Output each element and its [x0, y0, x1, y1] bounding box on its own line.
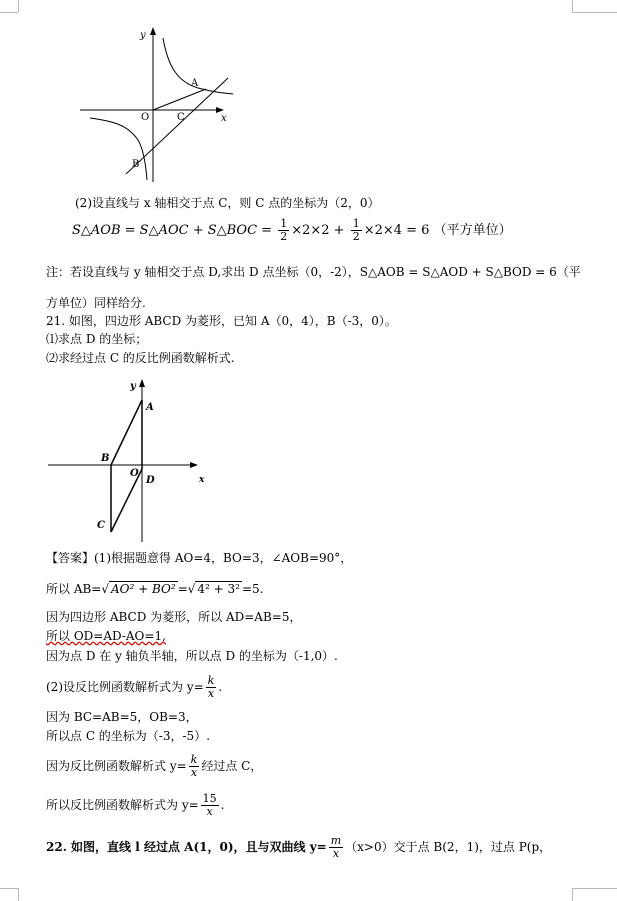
fig2-y-arrow	[139, 379, 145, 387]
answer-line-10-prefix: 所以反比例函数解析式为 y=	[46, 798, 199, 812]
answer-root-1: AO² + BO²	[111, 582, 176, 596]
p20-formula-left: S△AOB = S△AOC + S△BOC =	[72, 223, 273, 238]
crop-mark-top-left-v	[18, 0, 19, 12]
p20-formula-right: ×2×4 = 6 （平方单位）	[363, 223, 512, 238]
crop-mark-bottom-right-h	[572, 888, 617, 889]
sqrt-sign-2: √	[187, 582, 196, 596]
fig1-label-a: A	[191, 78, 199, 89]
answer-line-8: 所以点 C 的坐标为（-3，-5）.	[46, 729, 211, 743]
answer-frac-k-x-2	[189, 754, 200, 779]
answer-line-6-prefix: (2)设反比例函数解析式为 y=	[46, 680, 204, 694]
p20-note-line1: 注：若设直线与 y 轴相交于点 D,求出 D 点坐标（0，-2），S△AOB = S△AOD + S△BOD = 6（平	[46, 265, 581, 279]
p20-frac-1	[278, 218, 289, 243]
p20-frac-2-num: 1	[352, 217, 360, 230]
answer-line-4: 所以 OD=AD-AO=1,	[46, 629, 166, 643]
answer-frac-k-x-den: x	[207, 687, 215, 700]
fig1-y-arrow	[150, 27, 156, 35]
answer-line-5: 因为点 D 在 y 轴负半轴，所以点 D 的坐标为（-1,0）.	[46, 649, 338, 663]
fig2-label-x: x	[199, 475, 205, 485]
crop-mark-top-right-h	[572, 12, 617, 13]
crop-mark-top-left-h	[0, 12, 18, 13]
answer-line-2	[46, 578, 264, 600]
crop-mark-bottom-right-v	[572, 888, 573, 901]
fig2-label-b: B	[101, 453, 110, 464]
answer-frac-15-x-num: 15	[202, 792, 217, 805]
fig1-line-ab	[126, 78, 228, 174]
p20-frac-1-num: 1	[280, 217, 288, 230]
q22-frac-m-x-num: m	[330, 834, 342, 847]
crop-mark-bottom-left-h	[0, 888, 18, 889]
answer-line-2-suffix: =5.	[242, 582, 264, 596]
answer-frac-15-x-den: x	[206, 805, 213, 818]
fig2-side-ab	[111, 400, 142, 465]
answer-line-1: 【答案】(1)根据题意得 AO=4，BO=3，∠AOB=90°，	[46, 551, 353, 565]
answer-line-6	[46, 670, 222, 704]
answer-line-2-eq: =	[177, 582, 188, 596]
fig1-label-y: y	[140, 30, 146, 41]
answer-frac-15-x	[201, 793, 219, 818]
answer-frac-k-x	[206, 675, 217, 700]
p20-note-line2: 方单位）同样给分.	[46, 296, 146, 310]
answer-line-9	[46, 749, 262, 783]
answer-frac-k-x-2-den: x	[190, 766, 198, 779]
fig1-label-c: C	[177, 112, 185, 123]
answer-line-6-suffix: .	[218, 680, 223, 694]
answer-line-10	[46, 788, 224, 822]
fig2-label-c: C	[97, 520, 105, 531]
answer-root-2: 4² + 3²	[197, 582, 240, 596]
answer-line-7: 因为 BC=AB=5，OB=3，	[46, 710, 198, 724]
fig2-label-d: D	[146, 475, 155, 486]
q21-part2: ⑵求经过点 C 的反比例函数解析式.	[46, 351, 235, 365]
fig2-label-y: y	[130, 381, 136, 392]
sqrt-sign-1: √	[101, 582, 110, 596]
fig1-label-x: x	[221, 113, 227, 124]
p20-frac-2	[351, 218, 362, 243]
p20-formula	[72, 214, 512, 248]
q22-frac-m-x-den: x	[332, 847, 340, 860]
q22-frac-m-x	[329, 835, 343, 860]
answer-frac-k-x-num: k	[207, 674, 215, 687]
figure-1-graph	[78, 22, 238, 184]
answer-line-10-suffix: .	[220, 798, 225, 812]
fig1-label-b: B	[132, 159, 140, 170]
p20-part2-text: (2)设直线与 x 轴相交于点 C，则 C 点的坐标为（2，0）	[75, 196, 380, 210]
crop-mark-top-right-v	[572, 0, 573, 12]
figure-2-graph	[46, 372, 216, 544]
q22-line	[46, 830, 551, 864]
fig2-label-o: O	[130, 468, 139, 479]
fig2-x-arrow	[190, 462, 198, 468]
fig2-label-a: A	[146, 402, 154, 413]
p20-frac-2-den: 2	[352, 230, 360, 243]
answer-line-9-prefix: 因为反比例函数解析式 y=	[46, 759, 187, 773]
q22-prefix: 22. 如图，直线 l 经过点 A(1，0)，且与双曲线 y=	[46, 840, 327, 854]
answer-line-2-prefix: 所以 AB=	[46, 582, 102, 596]
crop-mark-bottom-left-v	[18, 888, 19, 901]
q21-part1: ⑴求点 D 的坐标；	[46, 332, 148, 346]
q21-title: 21. 如图，四边形 ABCD 为菱形，已知 A（0，4），B（-3，0）。	[46, 314, 397, 328]
p20-formula-mid: ×2×2 +	[291, 223, 345, 238]
answer-line-9-suffix: 经过点 C，	[201, 759, 263, 773]
answer-line-3: 因为四边形 ABCD 为菱形，所以 AD=AB=5，	[46, 610, 302, 624]
q22-suffix: （x>0）交于点 B(2，1)，过点 P(p，	[345, 840, 552, 854]
fig1-hyperbola-q3	[90, 118, 147, 180]
answer-frac-k-x-2-num: k	[190, 753, 198, 766]
p20-frac-1-den: 2	[280, 230, 288, 243]
fig1-label-o: O	[141, 112, 150, 123]
